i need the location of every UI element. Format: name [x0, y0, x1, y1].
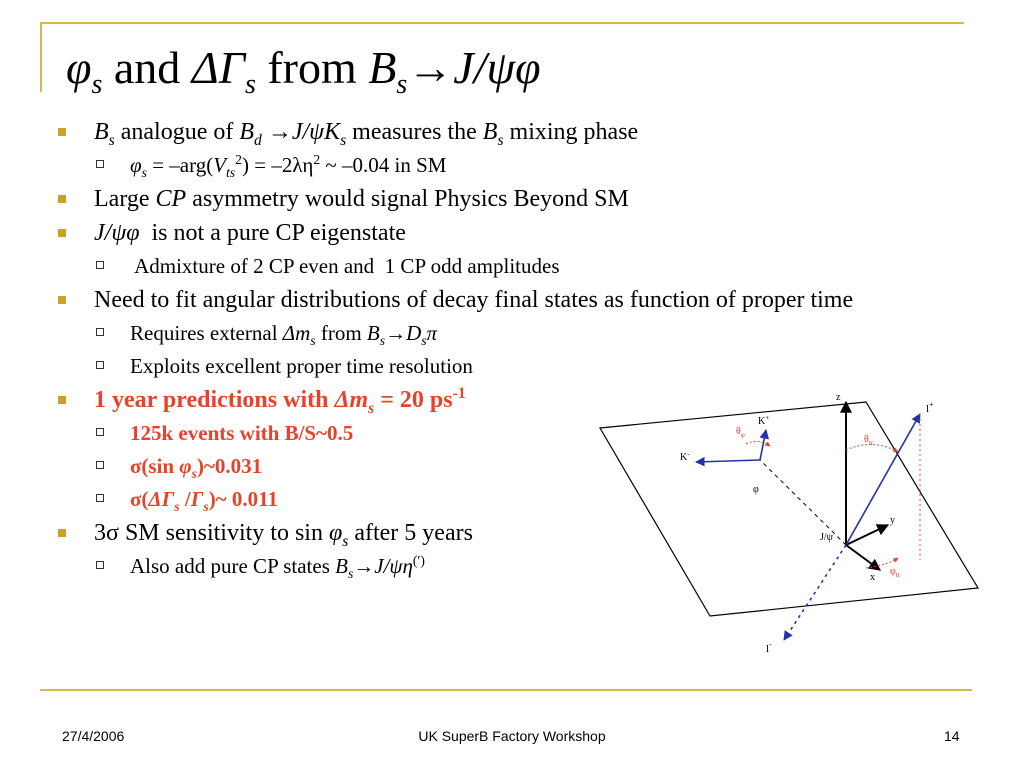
theta-tr-label: $\theta_{tr}$ — [864, 434, 874, 447]
l-plus-vector — [846, 414, 920, 545]
bullet-large-cp: Large CP asymmetry would signal Physics Beyond SM — [58, 185, 938, 213]
bullet-bs-analogue: $B_s$ analogue of $B_d \to J/\psi K_s$ measures the $B_s$ mixing phase — [58, 118, 938, 146]
k-minus-vector — [696, 460, 760, 462]
bullet-hollow-square-icon — [96, 160, 104, 168]
page-number: 14 — [944, 728, 960, 744]
bullet-one-year-predictions: 1 year predictions with $\Delta m_s = 20$ $ps^{-1}$ — [58, 386, 938, 414]
bullet-not-pure-cp: J/ψφ is not a pure CP eigenstate — [58, 219, 938, 247]
theta-phi-label: $\theta_\varphi$ — [736, 426, 745, 439]
bullet-hollow-square-icon — [96, 328, 104, 336]
title-frame-left — [40, 22, 42, 92]
subbullet-admixture: Admixture of 2 CP even and 1 CP odd amplitudes — [58, 253, 938, 279]
l-plus-label: l+ — [926, 400, 934, 415]
jpsi-label: J/ψ — [820, 532, 833, 543]
x-axis-label: x — [870, 572, 875, 583]
y-axis-label: y — [890, 515, 895, 526]
subbullet-time-resolution: Exploits excellent proper time resolution — [58, 353, 938, 379]
footer-date: 27/4/2006 — [62, 728, 125, 744]
slide-title: $\varphi_s$ and $\Delta\Gamma_s$ from $B_s\to J/\psi\varphi$ — [66, 42, 541, 100]
subbullet-external-dms: Requires external $\Delta m_s$ from $B_s\to D_s\pi$ — [58, 320, 938, 346]
bullet-square-icon — [58, 396, 66, 404]
decay-angle-diagram — [598, 390, 988, 670]
phi-tr-label: $\varphi_{tr}$ — [890, 566, 901, 579]
phi-direction — [760, 460, 846, 545]
l-minus-label: l- — [766, 640, 772, 655]
subbullet-phis-sm: $\varphi_s = -arg(V_{ts}^2) = -2\lambda\eta^2$ ~ –0.04 in SM — [58, 152, 938, 178]
bullet-square-icon — [58, 296, 66, 304]
footer-title: UK SuperB Factory Workshop — [418, 728, 606, 744]
bullet-hollow-square-icon — [96, 561, 104, 569]
l-minus-vector — [784, 545, 846, 640]
k-plus-label: K+ — [758, 414, 770, 427]
bullet-hollow-square-icon — [96, 461, 104, 469]
subbullet-125k-events: 125k events with B/S~0.5 — [58, 420, 938, 446]
bullet-square-icon — [58, 128, 66, 136]
z-axis-label: z — [836, 392, 841, 403]
bullet-angular-fit: Need to fit angular distributions of decay final states as function of proper time — [58, 286, 934, 314]
subbullet-sigma-dgamma: $\sigma(\Delta\Gamma_s$ $/\Gamma_s)\sim$ 0.011 — [58, 486, 938, 512]
bullet-hollow-square-icon — [96, 361, 104, 369]
bullet-3sigma-sensitivity: 3σ SM sensitivity to $\sin \varphi_s$ after 5 years — [58, 519, 938, 547]
decay-plane — [600, 402, 978, 616]
bullet-hollow-square-icon — [96, 261, 104, 269]
subbullet-pure-cp-states: Also add pure CP states $B_s\to J/\psi\eta^{(')}$ — [58, 553, 938, 579]
theta-phi-arc — [746, 441, 770, 446]
bullet-square-icon — [58, 529, 66, 537]
subbullet-sigma-sin-phis: σ(sin $\varphi_s)\sim 0.031$ — [58, 453, 938, 479]
k-plus-vector — [760, 430, 766, 460]
bullet-square-icon — [58, 195, 66, 203]
k-minus-label: K- — [680, 450, 690, 463]
bullet-hollow-square-icon — [96, 494, 104, 502]
phi-label: φ — [753, 484, 759, 495]
bullet-hollow-square-icon — [96, 428, 104, 436]
bullet-square-icon — [58, 229, 66, 237]
title-frame-top — [40, 22, 964, 24]
footer-divider — [40, 689, 972, 691]
